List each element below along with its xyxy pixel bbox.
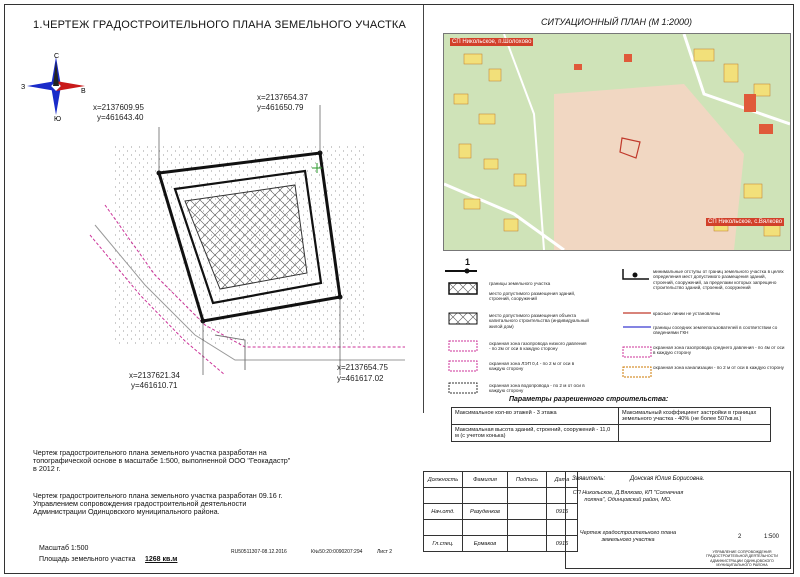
- coord-3-y: у=461610.71: [131, 381, 178, 390]
- bottom-code-kn: К№50:20:0090207:294: [311, 549, 363, 555]
- coord-2-y: у=461650.79: [257, 103, 304, 112]
- stamp-header: Дата: [547, 472, 578, 488]
- param-cell: [619, 425, 771, 442]
- stamp-date: 0916: [547, 504, 578, 520]
- doc-title: Чертеж градостроительного плана земельного участка: [579, 530, 677, 543]
- legend-item-3: место допустимого размещения объекта капитального строительства (индивидуальный жилой дом): [489, 313, 589, 329]
- params-table: [451, 407, 771, 442]
- bottom-code-rf: RU50511307-08.12.2016: [231, 549, 287, 555]
- stamp-scale: 1:500: [764, 534, 780, 540]
- stamp-row: [424, 536, 578, 552]
- stamp-name: Ермаков: [463, 536, 508, 552]
- legend-item-5: охранная зона ЛЭП 0,4 - по 2 м от оси в каждую сторону: [489, 361, 575, 372]
- stamp-header: Фамилия: [463, 472, 508, 488]
- note-1: Чертеж градостроительного плана земельного участка разработан на топографической основе в масштабе 1:500, выполненной ООО "Геокадастр" в 2012 г.: [33, 448, 291, 474]
- param-cell: Максимальная высота зданий, строений, сооружений - 11,0 м (с учетом конька): [452, 425, 619, 442]
- map-label-right: СП Никольское, с.Вялково: [708, 219, 783, 225]
- coord-3-x: х=2137621.34: [129, 371, 180, 380]
- address: СП Никольское, Д.Вялково, КП "Солнечная поляна", Одинцовский район, МО.: [572, 490, 684, 503]
- legend-item-r5: охранная зона канализации - по 2 м от оси в каждую сторону: [653, 365, 784, 370]
- stamp-pos: Гл.спец.: [424, 536, 463, 552]
- area-value: 1268 кв.м: [145, 556, 178, 563]
- compass-w: З: [21, 84, 26, 91]
- params-title: Параметры разрешенного строительства:: [509, 396, 669, 403]
- stamp-header: Подпись: [508, 472, 547, 488]
- scale-label: Масштаб 1:500: [39, 545, 89, 552]
- compass-s: Ю: [54, 116, 62, 121]
- situation-map: [443, 33, 791, 251]
- legend-item-4: охранная зона газопровода низкого давления - по 2м от оси в каждую сторону: [489, 341, 587, 352]
- coord-4-x: х=2137654.75: [337, 363, 388, 372]
- left-title: 1.ЧЕРТЕЖ ГРАДОСТРОИТЕЛЬНОГО ПЛАНА ЗЕМЕЛЬНОГО УЧАСТКА: [33, 19, 407, 31]
- legend-symbols-left: [443, 267, 483, 397]
- param-cell: Максимальный коэффициент застройки в границах земельного участка - 40% (не более 507кв.м.): [619, 408, 771, 425]
- area-label: Площадь земельного участка: [39, 556, 136, 563]
- applicant-name: Донская Юлия Борисовна.: [630, 476, 705, 482]
- params-row: [452, 425, 771, 442]
- coord-1-x: х=2137609.95: [93, 103, 144, 112]
- params-row: [452, 408, 771, 425]
- legend-item-6: охранная зона водопровода - по 2 м от оси в каждую сторону: [489, 383, 585, 394]
- legend-item-r1: минимальные отступы от границ земельного участка в целях определения мест допустимого размещения зданий, строений, сооружений, за пределами которых запрещено строительство зданий, строений, сооружений: [653, 269, 784, 291]
- legend-item-r2: красные линии не установлены: [653, 311, 721, 316]
- stamp-row: [424, 504, 578, 520]
- org-name: УПРАВЛЕНИЕ СОПРОВОЖДЕНИЯ ГРАДОСТРОИТЕЛЬНОЙ ДЕЯТЕЛЬНОСТИ АДМИНИСТРАЦИИ ОДИНЦОВСКОГО МУНИЦИПАЛЬНОГО РАЙОНА: [706, 550, 778, 568]
- compass-e: В: [81, 88, 86, 95]
- stamp-header-row: [424, 472, 578, 488]
- compass-rose-icon: [21, 51, 91, 121]
- legend: [443, 253, 789, 393]
- stamp-table-people: [423, 471, 578, 552]
- coord-2-x: х=2137654.37: [257, 93, 308, 102]
- applicant-label: Заявитель:: [572, 476, 606, 482]
- coord-1-y: у=461643.40: [97, 113, 144, 122]
- stamp-pos: Нач.отд.: [424, 504, 463, 520]
- stamp-header: Должность: [424, 472, 463, 488]
- stamp-date: 0916: [547, 536, 578, 552]
- right-title: СИТУАЦИОННЫЙ ПЛАН (М 1:2000): [541, 17, 693, 27]
- legend-item-r3: границы соседних землепользователей в соответствии со сведениями ГКН: [653, 325, 778, 336]
- plot-drawing: [85, 85, 425, 395]
- legend-item-1: границы земельного участка: [489, 281, 551, 286]
- note-2: Чертеж градостроительного плана земельного участка разработан 09.16 г. Управлением сопровождения градостроительной деятельности Администрации Одинцовского муниципального района.: [33, 491, 283, 517]
- legend-item-r4: охранная зона газопровода среднего давления - по 4м от оси в каждую сторону: [653, 345, 785, 356]
- legend-item-2: место допустимого размещения зданий, строений, сооружений: [489, 291, 576, 302]
- map-label-top-left: СП Никольское, п.Шолохово: [452, 39, 532, 45]
- legend-symbols-right: [621, 267, 655, 397]
- bottom-code-sheet: Лист 2: [377, 549, 393, 555]
- drawing-sheet: [4, 4, 794, 574]
- sheet-number: 2: [738, 534, 742, 540]
- param-cell: Максимальное кол-во этажей - 3 этажа: [452, 408, 619, 425]
- compass-n: С: [54, 53, 60, 60]
- coord-4-y: у=461617.02: [337, 374, 384, 383]
- stamp-info-block: [565, 471, 791, 569]
- legend-num-mark: 1: [465, 257, 471, 267]
- stamp-name: Разуденков: [463, 504, 508, 520]
